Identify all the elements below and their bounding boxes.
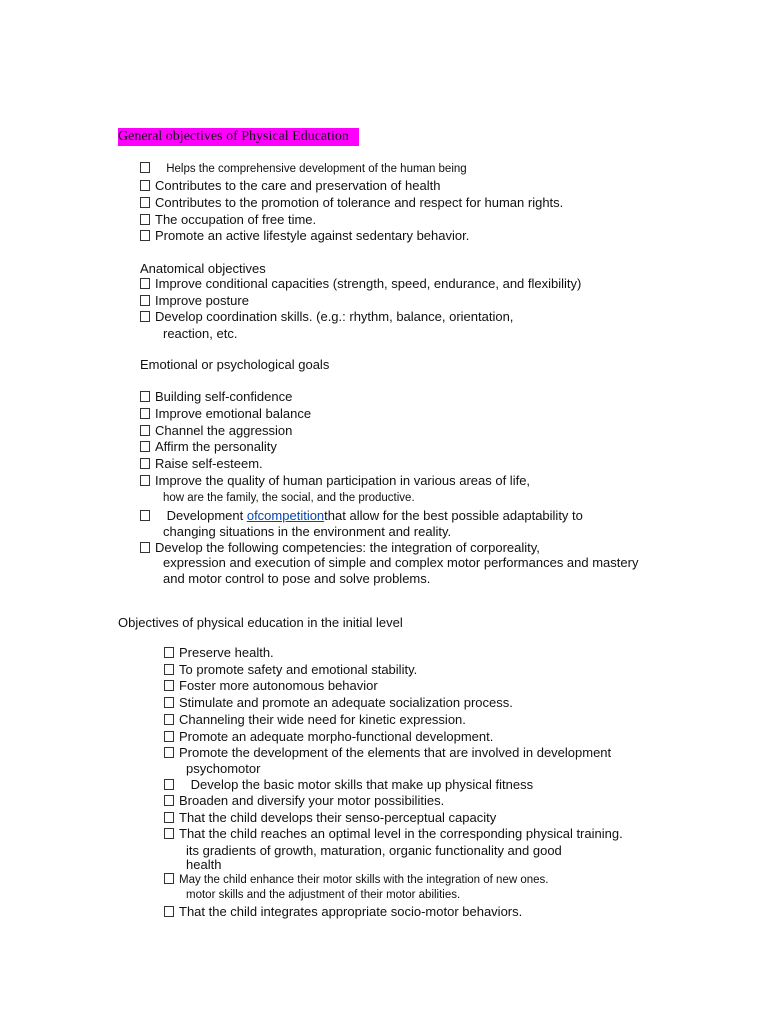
list-item: Improve conditional capacities (strength, speed, endurance, and flexibility) [140,276,581,292]
bullet-icon [140,311,150,322]
list-item: Improve posture [140,293,249,309]
bullet-icon [140,295,150,306]
bullet-icon [164,680,174,691]
bullet-icon [164,779,174,790]
list-item: That the child reaches an optimal level in the corresponding physical training. [164,826,623,842]
list-item: Develop coordination skills. (e.g.: rhythm, balance, orientation, [140,309,513,325]
bullet-icon [164,747,174,758]
bullet-icon [164,812,174,823]
list-item: Improve emotional balance [140,406,311,422]
bullet-icon [140,510,150,521]
bullet-icon [164,731,174,742]
list-item: Foster more autonomous behavior [164,678,378,694]
list-item-continuation: health [186,857,222,872]
list-item: Channel the aggression [140,423,292,439]
bullet-icon [140,230,150,241]
section-heading: Emotional or psychological goals [140,357,330,372]
bullet-icon [164,828,174,839]
list-item-continuation: psychomotor [186,761,261,776]
section-heading: Anatomical objectives [140,261,266,276]
list-item: That the child integrates appropriate socio-motor behaviors. [164,904,522,920]
list-item: Building self-confidence [140,389,292,405]
bullet-icon [140,197,150,208]
list-item-continuation: motor skills and the adjustment of their motor abilities. [186,889,461,901]
list-item: Develop the following competencies: the integration of corporeality, [140,540,540,556]
list-item-continuation: changing situations in the environment and reality. [163,524,452,539]
bullet-icon [140,278,150,289]
list-item-continuation: how are the family, the social, and the productive. [163,492,415,504]
list-item: The occupation of free time. [140,212,316,228]
bullet-icon [164,647,174,658]
list-item: Development ofcompetitionthat allow for the best possible adaptability to [140,508,583,524]
list-item: That the child develops their senso-perceptual capacity [164,810,496,826]
bullet-icon [140,458,150,469]
list-item: Stimulate and promote an adequate socialization process. [164,695,513,711]
bullet-icon [140,162,150,173]
bullet-icon [140,441,150,452]
list-item: Raise self-esteem. [140,456,263,472]
list-item: Helps the comprehensive development of the human being [140,162,467,177]
list-item: Improve the quality of human participation in various areas of life, [140,473,530,489]
list-item: May the child enhance their motor skills with the integration of new ones. [164,873,548,888]
bullet-icon [164,714,174,725]
list-item-continuation: reaction, etc. [163,326,238,341]
list-item: Promote an active lifestyle against sedentary behavior. [140,228,469,244]
list-item: Broaden and diversify your motor possibilities. [164,793,444,809]
bullet-icon [164,873,174,884]
list-item: Contributes to the care and preservation of health [140,178,440,194]
list-item-continuation: and motor control to pose and solve problems. [163,571,431,586]
bullet-icon [164,906,174,917]
page-title: General objectives of Physical Education [118,128,359,146]
bullet-icon [140,475,150,486]
bullet-icon [140,180,150,191]
list-item-continuation: its gradients of growth, maturation, organic functionality and good [186,843,562,858]
bullet-icon [164,664,174,675]
bullet-icon [140,408,150,419]
list-item: Promote the development of the elements that are involved in development [164,745,611,761]
bullet-icon [140,425,150,436]
section-heading: Objectives of physical education in the initial level [118,615,403,630]
list-item-continuation: expression and execution of simple and complex motor performances and mastery [163,555,639,570]
list-item: Channeling their wide need for kinetic expression. [164,712,466,728]
competition-link[interactable]: ofcompetition [246,508,325,523]
bullet-icon [164,697,174,708]
bullet-icon [140,542,150,553]
list-item: Affirm the personality [140,439,277,455]
bullet-icon [164,795,174,806]
list-item: Promote an adequate morpho-functional development. [164,729,493,745]
list-item: Contributes to the promotion of tolerance and respect for human rights. [140,195,563,211]
list-item: Develop the basic motor skills that make up physical fitness [164,777,533,793]
bullet-icon [140,391,150,402]
list-item: Preserve health. [164,645,274,661]
list-item: To promote safety and emotional stability. [164,662,417,678]
bullet-icon [140,214,150,225]
